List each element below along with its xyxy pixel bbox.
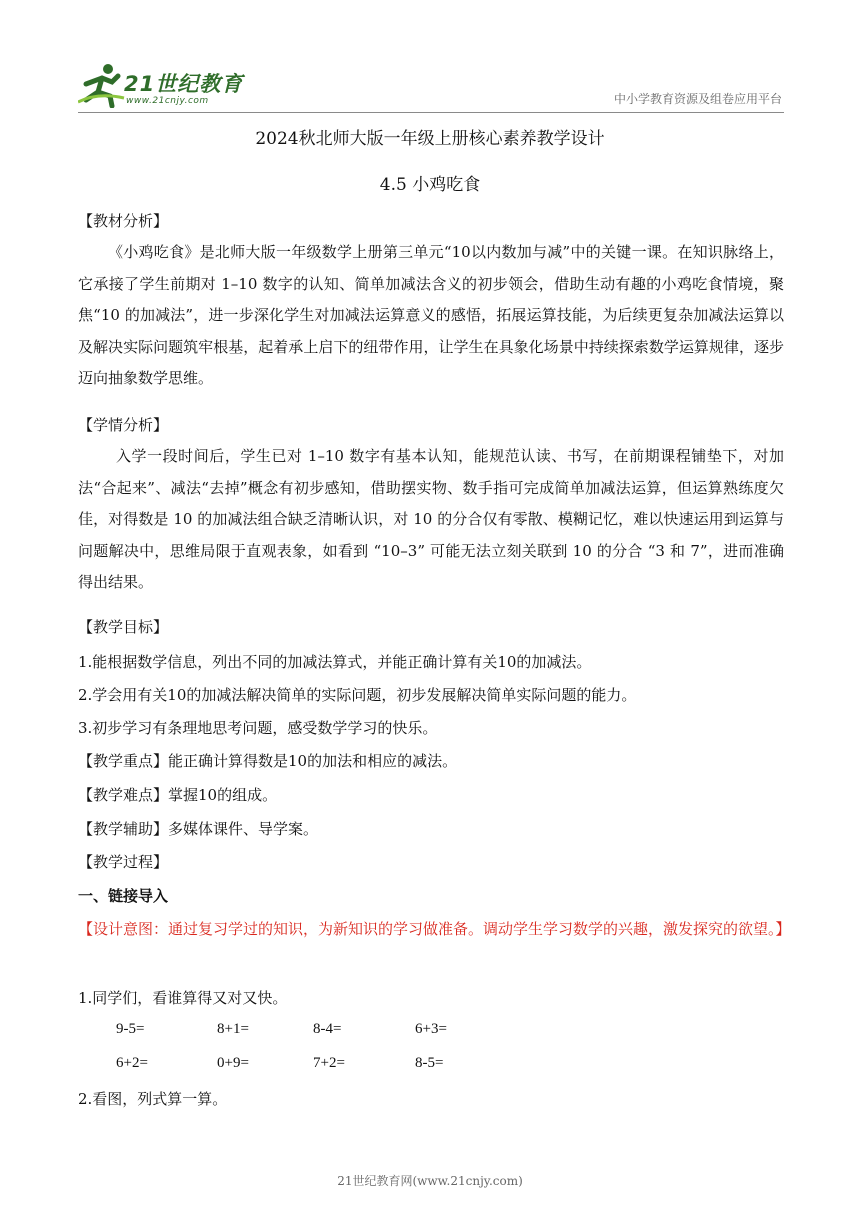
- learners-heading: 【学情分析】: [78, 416, 169, 434]
- key-label: 【教学重点】: [78, 752, 169, 770]
- learners-paragraph: 入学一段时间后，学生已对 1–10 数字有基本认知，能规范认读、书写，在前期课程铺垫下，对加法“合起来”、减法“去掉”概念有初步感知，借助摆实物、数手指可完成简单加减法运算，但运算熟练度欠佳，对得数是 10 的加减法组合缺乏清晰认识，对 10 的分合仅有零散、模糊记忆，难以快速运用到运算与问题解决中，思维局限于直观表象，如看到 “10–3” 可能无法立刻关联到 10 的分合 “3 和 7”，进而准确得出结果。: [78, 447, 784, 591]
- runner-logo-icon: [78, 62, 126, 108]
- difficulty-text: 掌握10的组成。: [168, 786, 278, 804]
- goal-item-3: 3.初步学习有条理地思考问题，感受数学学习的快乐。: [78, 719, 438, 737]
- logo-text: 21世纪教育: [124, 72, 244, 96]
- part1-heading: 一、链接导入: [78, 887, 169, 905]
- logo-url: www.21cnjy.com: [126, 96, 209, 106]
- analysis-paragraph: 《小鸡吃食》是北师大版一年级数学上册第三单元“10以内数加与减”中的关键一课。在知识脉络上，它承接了学生前期对 1–10 数字的认知、简单加减法含义的初步领会，借助生动有趣的小鸡吃食情境，聚焦“10 的加减法”，进一步深化学生对加减法运算意义的感悟，拓展运算技能，为后续更复杂加减法运算以及解决实际问题筑牢根基，起着承上启下的纽带作用，让学生在具象化场景中持续探索数学运算规律，逐步迈向抽象数学思维。: [78, 243, 784, 387]
- question-1: 1.同学们，看谁算得又对又快。: [78, 989, 288, 1007]
- document-title: 2024秋北师大版一年级上册核心素养教学设计: [255, 129, 605, 149]
- difficulty-label: 【教学难点】: [78, 786, 169, 804]
- page-footer: 21世纪教育网(www.21cnjy.com): [337, 1174, 523, 1188]
- equation: 6+3=: [415, 1021, 447, 1037]
- aids-label: 【教学辅助】: [78, 820, 169, 838]
- equation: 6+2=: [116, 1055, 148, 1071]
- goal-item-1: 1.能根据数学信息，列出不同的加减法算式，并能正确计算有关10的加减法。: [78, 653, 592, 671]
- key-text: 能正确计算得数是10的加法和相应的减法。: [168, 752, 458, 770]
- teaching-aids: [78, 818, 318, 839]
- goal-item-2: 2.学会用有关10的加减法解决简单的实际问题，初步发展解决简单实际问题的能力。: [78, 686, 637, 704]
- equation: 8-4=: [313, 1021, 342, 1037]
- equation: 9-5=: [116, 1021, 145, 1037]
- question-2: 2.看图，列式算一算。: [78, 1090, 228, 1108]
- design-intent: 【设计意图：通过复习学过的知识，为新知识的学习做准备。调动学生学习数学的兴趣，激发探究的欲望。】: [78, 920, 791, 938]
- difficulty-point: [78, 784, 277, 805]
- equation: 0+9=: [217, 1055, 249, 1071]
- analysis-heading: 【教材分析】: [78, 212, 169, 230]
- process-heading: 【教学过程】: [78, 853, 169, 871]
- lesson-title: 4.5 小鸡吃食: [379, 175, 481, 195]
- page-header: [78, 60, 784, 112]
- aids-text: 多媒体课件、导学案。: [168, 820, 319, 838]
- header-divider: [78, 112, 784, 113]
- equation: 8-5=: [415, 1055, 444, 1071]
- logo: [78, 60, 258, 110]
- equation: 8+1=: [217, 1021, 249, 1037]
- equation: 7+2=: [313, 1055, 345, 1071]
- key-point: [78, 750, 457, 771]
- platform-label: 中小学教育资源及组卷应用平台: [613, 92, 782, 106]
- goals-heading: 【教学目标】: [78, 618, 169, 636]
